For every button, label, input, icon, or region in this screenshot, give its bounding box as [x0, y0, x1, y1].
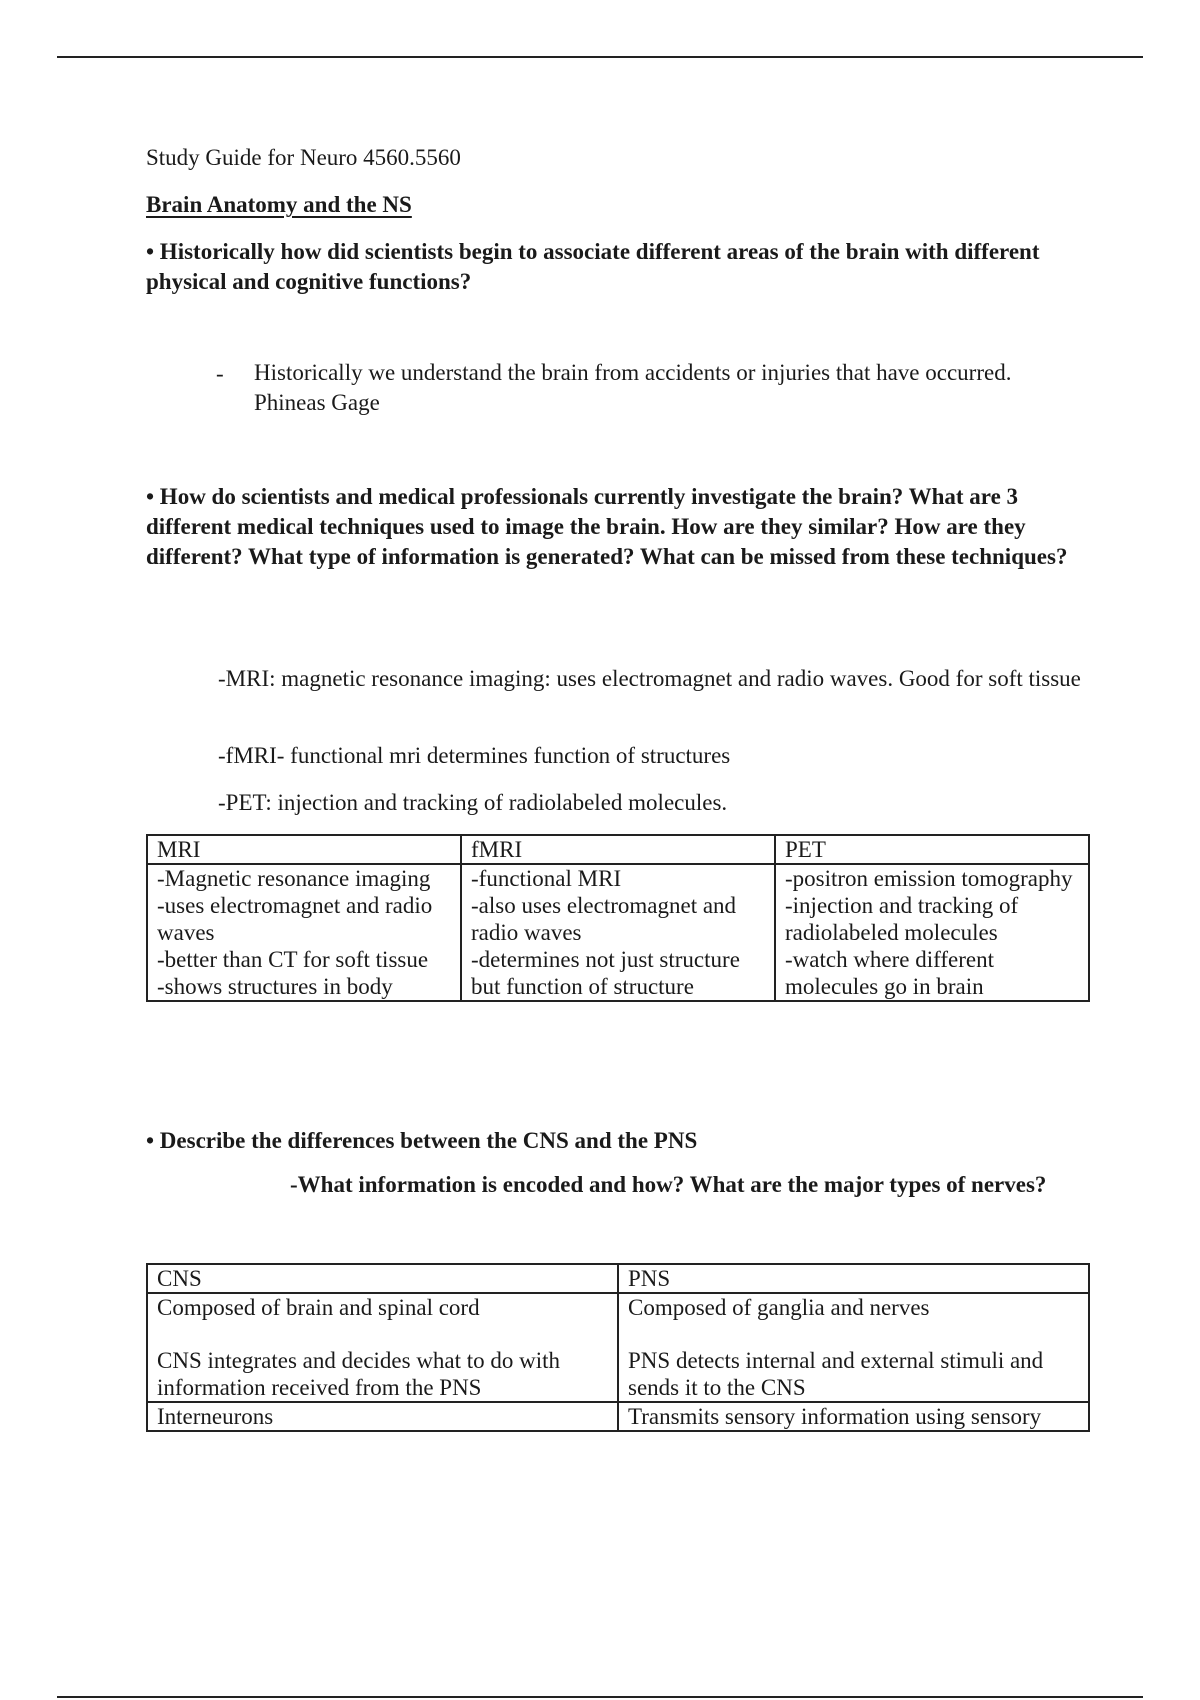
mri-line: -better than CT for soft tissue [157, 947, 429, 972]
header-fmri: fMRI [461, 835, 775, 864]
table-row [147, 1402, 1089, 1431]
fmri-line: -functional MRI [471, 866, 622, 891]
mri-line: -uses electromagnet and radio waves [157, 893, 433, 945]
fmri-line: -determines not just structure but function of structure [471, 947, 740, 999]
question-3-subquestion: -What information is encoded and how? What are the major types of nerves? [290, 1172, 1047, 1197]
pns-sensory-cell: Transmits sensory information using sensory [618, 1402, 1089, 1431]
imaging-techniques-table [146, 834, 1090, 1002]
answer-1-text: Historically we understand the brain from accidents or injuries that have occurred. Phineas Gage [254, 360, 1012, 415]
pet-line: -positron emission tomography [785, 866, 1073, 891]
document-title: Study Guide for Neuro 4560.5560 [146, 145, 461, 170]
pns-line: Composed of ganglia and nerves [628, 1295, 930, 1320]
pns-cell [618, 1293, 1089, 1402]
answer-2-pet: -PET: injection and tracking of radiolabeled molecules. [218, 790, 728, 815]
mri-cell [147, 864, 461, 1001]
header-cns: CNS [147, 1264, 618, 1293]
mri-line: -shows structures in body [157, 974, 393, 999]
top-rule [57, 56, 1143, 58]
cns-cell [147, 1293, 618, 1402]
answer-1-bullet: - [216, 361, 224, 386]
section-heading: Brain Anatomy and the NS [146, 192, 412, 217]
answer-2-mri: -MRI: magnetic resonance imaging: uses electromagnet and radio waves. Good for soft tissue [218, 666, 1081, 691]
pet-line: -watch where different molecules go in brain [785, 947, 995, 999]
bottom-rule [57, 1696, 1143, 1698]
header-pet: PET [775, 835, 1089, 864]
question-3: • Describe the differences between the CNS and the PNS [146, 1128, 698, 1153]
question-2: • How do scientists and medical professionals currently investigate the brain? What are 3 different medical techniques used to image the brain. How are they similar? How are they different? What type of information is generated? What can be missed from these techniques? [146, 484, 1068, 569]
cns-line: Composed of brain and spinal cord [157, 1295, 480, 1320]
header-pns: PNS [618, 1264, 1089, 1293]
answer-2-fmri: -fMRI- functional mri determines function of structures [218, 743, 731, 768]
question-1: • Historically how did scientists begin to associate different areas of the brain with different physical and cognitive functions? [146, 239, 1040, 294]
table-header-row [147, 835, 1089, 864]
header-mri: MRI [147, 835, 461, 864]
mri-line: -Magnetic resonance imaging [157, 866, 431, 891]
table-row [147, 1293, 1089, 1402]
pns-line: PNS detects internal and external stimuli and sends it to the CNS [628, 1348, 1044, 1400]
table-row [147, 864, 1089, 1001]
pet-cell [775, 864, 1089, 1001]
cns-line: CNS integrates and decides what to do with information received from the PNS [157, 1348, 561, 1400]
fmri-cell [461, 864, 775, 1001]
cns-interneurons-cell: Interneurons [147, 1402, 618, 1431]
fmri-line: -also uses electromagnet and radio waves [471, 893, 737, 945]
cns-pns-table [146, 1263, 1090, 1432]
pet-line: -injection and tracking of radiolabeled molecules [785, 893, 1019, 945]
table-header-row [147, 1264, 1089, 1293]
